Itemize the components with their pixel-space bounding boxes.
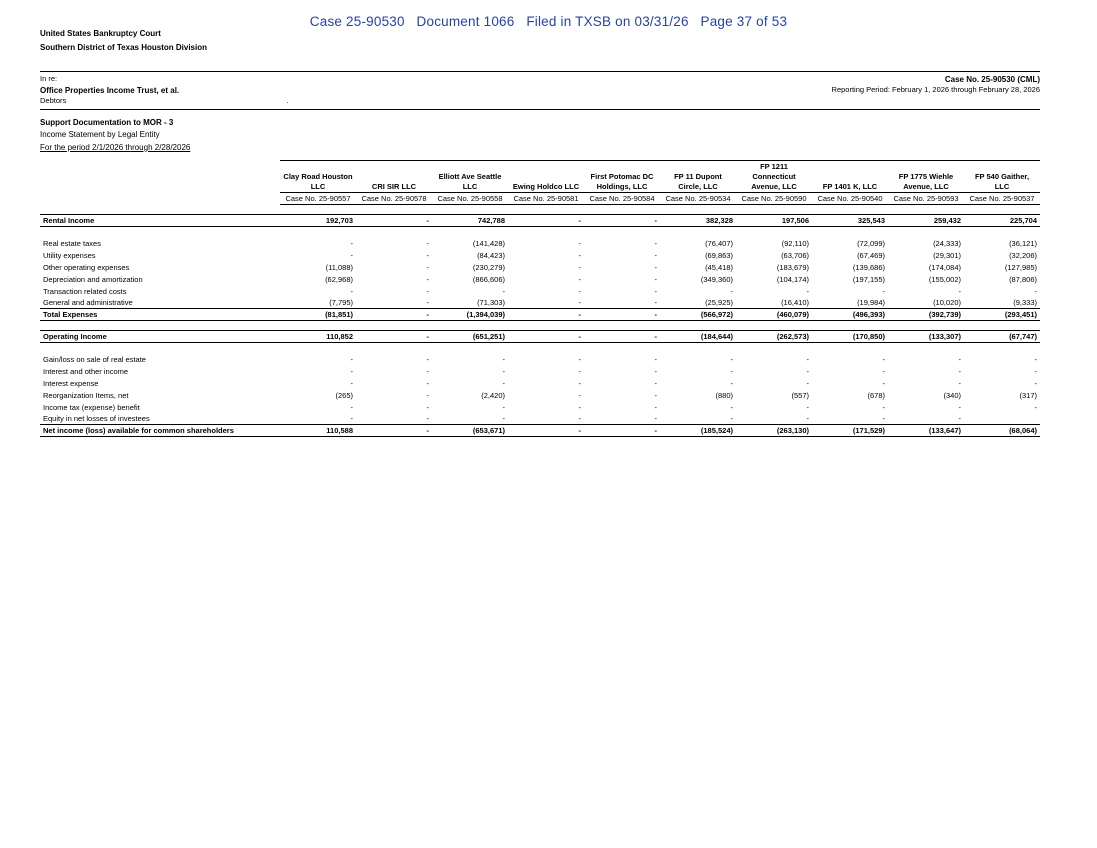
- cell-value: (67,469): [857, 250, 885, 260]
- income-row: [40, 331, 1040, 343]
- court-filing-stamp: Case 25-90530 Document 1066 Filed in TXSB on 03/31/26 Page 37 of 53: [309, 14, 788, 29]
- cell-value: (104,174): [776, 274, 809, 284]
- cell-value: (71,303): [477, 298, 505, 308]
- cell-value: -: [578, 262, 581, 272]
- cell-value: 192,703: [280, 215, 356, 227]
- entity-case-number: Case No. 25-90593: [888, 193, 964, 205]
- cell-value: -: [350, 402, 353, 412]
- debtors-label: Debtors: [40, 95, 67, 105]
- entity-case-number: Case No. 25-90578: [356, 193, 432, 205]
- cell-value: -: [806, 354, 809, 364]
- income-table-body: [40, 205, 1040, 437]
- cell-value: -: [502, 378, 505, 388]
- entity-case-number: Case No. 25-90590: [736, 193, 812, 205]
- entity-column-header: Clay Road Houston LLC: [280, 161, 356, 193]
- row-label: Depreciation and amortization: [43, 274, 143, 284]
- cell-value: (866,606): [472, 274, 505, 284]
- cell-value: (76,407): [705, 238, 733, 248]
- cell-value: -: [958, 414, 961, 424]
- row-label: Reorganization Items, net: [43, 390, 129, 400]
- cell-value: (155,002): [928, 274, 961, 284]
- row-label: Operating Income: [40, 331, 280, 343]
- cell-value: (36,121): [1009, 238, 1037, 248]
- income-row: [40, 413, 1040, 425]
- cell-value: (67,747): [964, 331, 1040, 343]
- row-label: Net income (loss) available for common shareholders: [40, 425, 280, 437]
- entity-case-number: Case No. 25-90557: [280, 193, 356, 205]
- entity-case-number: Case No. 25-90537: [964, 193, 1040, 205]
- cell-value: (170,850): [812, 331, 888, 343]
- cell-value: -: [958, 366, 961, 376]
- cell-value: -: [958, 286, 961, 296]
- spacer-row: [40, 321, 1040, 331]
- income-row: [40, 273, 1040, 285]
- cell-value: (653,671): [432, 425, 508, 437]
- cell-value: -: [350, 286, 353, 296]
- cell-value: 742,788: [432, 215, 508, 227]
- row-label: Gain/loss on sale of real estate: [43, 354, 146, 364]
- cell-value: -: [426, 390, 429, 400]
- in-re-label: In re:: [40, 74, 58, 83]
- cell-value: -: [730, 286, 733, 296]
- cell-value: -: [1034, 286, 1037, 296]
- spacer-cell: [40, 343, 1040, 353]
- row-label-header: [40, 161, 280, 193]
- row-label: Transaction related costs: [43, 286, 127, 296]
- entity-column-header: FP 1775 Wiehle Avenue, LLC: [888, 161, 964, 193]
- cell-value: (16,410): [781, 298, 809, 308]
- row-label-header-blank: [40, 193, 280, 205]
- cell-value: -: [578, 298, 581, 308]
- cell-value: -: [584, 215, 660, 227]
- cell-value: -: [350, 250, 353, 260]
- cell-value: -: [958, 402, 961, 412]
- cell-value: (349,360): [700, 274, 733, 284]
- cell-value: -: [356, 215, 432, 227]
- cell-value: (263,130): [736, 425, 812, 437]
- cell-value: (133,307): [888, 331, 964, 343]
- cell-value: -: [654, 402, 657, 412]
- entity-case-number: Case No. 25-90540: [812, 193, 888, 205]
- cell-value: (19,984): [857, 298, 885, 308]
- cell-value: (10,020): [933, 298, 961, 308]
- cell-value: -: [584, 425, 660, 437]
- cell-value: 110,852: [280, 331, 356, 343]
- cell-value: -: [958, 354, 961, 364]
- cell-value: (84,423): [477, 250, 505, 260]
- cell-value: -: [356, 331, 432, 343]
- cell-value: -: [350, 378, 353, 388]
- court-name-block: [40, 27, 207, 54]
- cell-value: (62,968): [325, 274, 353, 284]
- spacer-cell: [40, 321, 1040, 331]
- cell-value: -: [502, 286, 505, 296]
- cell-value: (29,301): [933, 250, 961, 260]
- cell-value: -: [426, 262, 429, 272]
- cell-value: -: [578, 378, 581, 388]
- cell-value: (32,206): [1009, 250, 1037, 260]
- document-title-block: [40, 117, 190, 154]
- cell-value: -: [654, 262, 657, 272]
- income-row: [40, 285, 1040, 297]
- cell-value: -: [356, 309, 432, 321]
- cell-value: (25,925): [705, 298, 733, 308]
- cell-value: -: [578, 286, 581, 296]
- cell-value: -: [806, 366, 809, 376]
- period-line: For the period 2/1/2026 through 2/28/2026: [40, 142, 191, 152]
- spacer-cell: [40, 205, 1040, 215]
- cell-value: (2,420): [481, 390, 505, 400]
- cell-value: (92,110): [781, 238, 809, 248]
- entity-column-header: Elliott Ave Seattle LLC: [432, 161, 508, 193]
- support-doc-title: Support Documentation to MOR - 3: [40, 118, 174, 127]
- income-row: [40, 297, 1040, 309]
- statement-title: Income Statement by Legal Entity: [40, 130, 160, 140]
- cell-value: (460,079): [736, 309, 812, 321]
- cell-value: -: [730, 366, 733, 376]
- cell-value: -: [508, 215, 584, 227]
- entity-column-header: FP 11 Dupont Circle, LLC: [660, 161, 736, 193]
- cell-value: [964, 413, 1040, 425]
- cell-value: -: [350, 366, 353, 376]
- income-row: [40, 215, 1040, 227]
- debtor-name: Office Properties Income Trust, et al.: [40, 85, 180, 95]
- cell-value: -: [1034, 366, 1037, 376]
- entity-case-number: Case No. 25-90558: [432, 193, 508, 205]
- entity-case-number: Case No. 25-90534: [660, 193, 736, 205]
- cell-value: -: [426, 238, 429, 248]
- cell-value: -: [654, 366, 657, 376]
- spacer-row: [40, 343, 1040, 353]
- entity-column-header: Ewing Holdco LLC: [508, 161, 584, 193]
- income-row: [40, 309, 1040, 321]
- cell-value: (87,806): [1009, 274, 1037, 284]
- income-row: [40, 401, 1040, 413]
- cell-value: (340): [943, 390, 961, 400]
- cell-value: (139,686): [852, 262, 885, 272]
- cell-value: -: [730, 354, 733, 364]
- spacer-row: [40, 227, 1040, 237]
- row-label: Income tax (expense) benefit: [43, 402, 140, 412]
- debtor-info-block: [40, 74, 288, 106]
- cell-value: (230,279): [472, 262, 505, 272]
- cell-value: (185,524): [660, 425, 736, 437]
- debtors-line: [40, 96, 288, 107]
- cell-value: (651,251): [432, 331, 508, 343]
- cell-value: -: [654, 286, 657, 296]
- case-info-bar: [40, 71, 1040, 110]
- cell-value: -: [882, 354, 885, 364]
- cell-value: -: [578, 274, 581, 284]
- cell-value: -: [426, 250, 429, 260]
- cell-value: -: [578, 390, 581, 400]
- cell-value: -: [426, 366, 429, 376]
- cell-value: -: [578, 414, 581, 424]
- income-row: [40, 425, 1040, 437]
- cell-value: (262,573): [736, 331, 812, 343]
- cell-value: -: [426, 414, 429, 424]
- entity-header-row: [40, 161, 1040, 193]
- row-label: General and administrative: [43, 298, 133, 308]
- cell-value: (880): [715, 390, 733, 400]
- cell-value: (317): [1019, 390, 1037, 400]
- row-label: Interest expense: [43, 378, 99, 388]
- cell-value: (127,985): [1004, 262, 1037, 272]
- court-name: United States Bankruptcy Court: [40, 29, 161, 38]
- cell-value: 325,543: [812, 215, 888, 227]
- entity-column-header: First Potomac DC Holdings, LLC: [584, 161, 660, 193]
- spacer-row: [40, 205, 1040, 215]
- cell-value: -: [350, 238, 353, 248]
- cell-value: (1,394,039): [432, 309, 508, 321]
- cell-value: 259,432: [888, 215, 964, 227]
- cell-value: (293,451): [964, 309, 1040, 321]
- cell-value: -: [654, 390, 657, 400]
- cell-value: (183,679): [776, 262, 809, 272]
- cell-value: (69,863): [705, 250, 733, 260]
- cell-value: -: [730, 378, 733, 388]
- cell-value: -: [654, 238, 657, 248]
- cell-value: -: [654, 354, 657, 364]
- cell-value: -: [1034, 402, 1037, 412]
- cell-value: -: [578, 354, 581, 364]
- cell-value: 225,704: [964, 215, 1040, 227]
- cell-value: (496,393): [812, 309, 888, 321]
- income-row: [40, 377, 1040, 389]
- cell-value: 110,588: [280, 425, 356, 437]
- cell-value: -: [502, 354, 505, 364]
- cell-value: -: [882, 378, 885, 388]
- cell-value: -: [1034, 354, 1037, 364]
- cell-value: -: [426, 354, 429, 364]
- cell-value: -: [882, 402, 885, 412]
- cell-value: -: [350, 354, 353, 364]
- cell-value: -: [502, 414, 505, 424]
- row-label: Rental Income: [40, 215, 280, 227]
- cell-value: -: [578, 250, 581, 260]
- cell-value: (678): [867, 390, 885, 400]
- cell-value: -: [426, 286, 429, 296]
- cell-value: -: [730, 414, 733, 424]
- cell-value: -: [578, 366, 581, 376]
- income-row: [40, 237, 1040, 249]
- cell-value: 197,506: [736, 215, 812, 227]
- cell-value: -: [584, 309, 660, 321]
- entity-case-number: Case No. 25-90584: [584, 193, 660, 205]
- cell-value: (133,647): [888, 425, 964, 437]
- entity-column-header: FP 1211 Connecticut Avenue, LLC: [736, 161, 812, 193]
- cell-value: (197,155): [852, 274, 885, 284]
- cell-value: -: [882, 286, 885, 296]
- income-row: [40, 261, 1040, 273]
- cell-value: (72,099): [857, 238, 885, 248]
- cell-value: (141,428): [472, 238, 505, 248]
- cell-value: -: [654, 274, 657, 284]
- cell-value: 382,328: [660, 215, 736, 227]
- cell-value: (566,972): [660, 309, 736, 321]
- cell-value: -: [508, 425, 584, 437]
- cell-value: (81,851): [280, 309, 356, 321]
- cell-value: -: [584, 331, 660, 343]
- cell-value: -: [578, 238, 581, 248]
- cell-value: -: [882, 366, 885, 376]
- row-label: Total Expenses: [40, 309, 280, 321]
- cell-value: -: [882, 414, 885, 424]
- cell-value: (557): [791, 390, 809, 400]
- income-row: [40, 365, 1040, 377]
- cell-value: (392,739): [888, 309, 964, 321]
- cell-value: -: [508, 309, 584, 321]
- entity-column-header: FP 540 Gaither, LLC: [964, 161, 1040, 193]
- cell-value: -: [806, 402, 809, 412]
- cell-value: -: [806, 378, 809, 388]
- entity-case-number: Case No. 25-90581: [508, 193, 584, 205]
- cell-value: (9,333): [1013, 298, 1037, 308]
- cell-value: (265): [335, 390, 353, 400]
- cell-value: (68,064): [964, 425, 1040, 437]
- cell-value: (11,088): [325, 262, 353, 272]
- cell-value: -: [654, 378, 657, 388]
- cell-value: -: [806, 414, 809, 424]
- cell-value: (63,706): [781, 250, 809, 260]
- case-header-row: [40, 193, 1040, 205]
- cell-value: -: [350, 414, 353, 424]
- income-statement-table: [40, 160, 1040, 437]
- row-label: Equity in net losses of investees: [43, 414, 150, 424]
- entity-column-header: FP 1401 K, LLC: [812, 161, 888, 193]
- table-header: [40, 161, 1040, 205]
- entity-column-header: CRI SIR LLC: [356, 161, 432, 193]
- cell-value: (45,418): [705, 262, 733, 272]
- row-label: Interest and other income: [43, 366, 129, 376]
- cell-value: (7,795): [329, 298, 353, 308]
- cell-value: -: [508, 331, 584, 343]
- cell-value: -: [426, 298, 429, 308]
- cell-value: -: [654, 250, 657, 260]
- cell-value: -: [578, 402, 581, 412]
- cell-value: -: [1034, 378, 1037, 388]
- cell-value: (171,529): [812, 425, 888, 437]
- income-row: [40, 389, 1040, 401]
- cell-value: -: [654, 298, 657, 308]
- income-row: [40, 249, 1040, 261]
- cell-value: (24,333): [933, 238, 961, 248]
- cell-value: -: [654, 414, 657, 424]
- case-number: Case No. 25-90530 (CML): [944, 75, 1040, 84]
- row-label: Real estate taxes: [43, 238, 101, 248]
- cell-value: -: [502, 402, 505, 412]
- income-row: [40, 353, 1040, 365]
- row-label: Other operating expenses: [43, 262, 130, 272]
- cell-value: -: [806, 286, 809, 296]
- cell-value: -: [502, 366, 505, 376]
- court-division: Southern District of Texas Houston Division: [40, 42, 207, 52]
- reporting-period: Reporting Period: February 1, 2026 through February 28, 2026: [831, 85, 1040, 95]
- row-label: Utility expenses: [43, 250, 96, 260]
- spacer-cell: [40, 227, 1040, 237]
- cell-value: -: [730, 402, 733, 412]
- signature-dot: .: [286, 95, 289, 105]
- cell-value: -: [356, 425, 432, 437]
- case-number-block: [832, 74, 1040, 106]
- cell-value: -: [958, 378, 961, 388]
- cell-value: (184,644): [660, 331, 736, 343]
- cell-value: -: [426, 378, 429, 388]
- cell-value: -: [426, 402, 429, 412]
- cell-value: (174,084): [928, 262, 961, 272]
- cell-value: -: [426, 274, 429, 284]
